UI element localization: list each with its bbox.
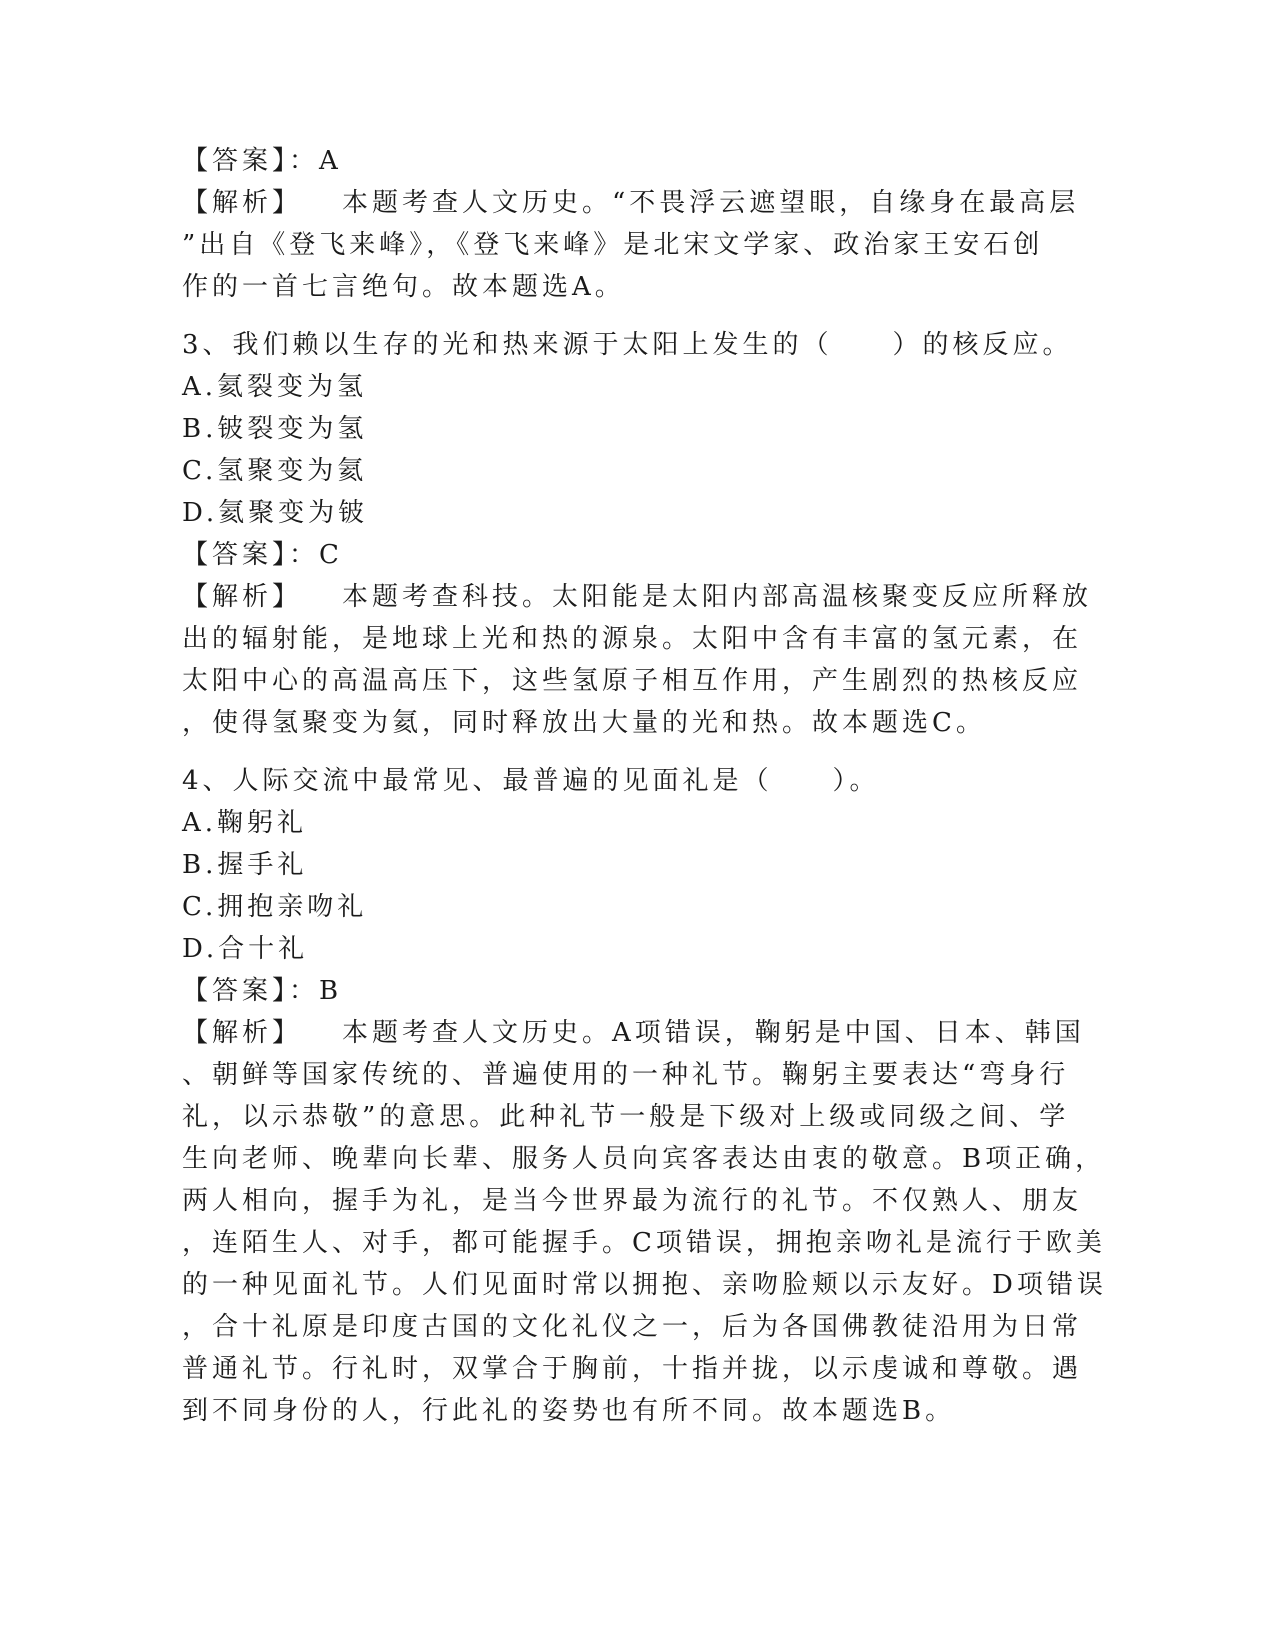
analysis-line (182, 182, 1082, 224)
option-b: B.铍裂变为氢 (182, 414, 368, 444)
analysis-line: 太阳中心的高温高压下，这些氢原子相互作用，产生剧烈的热核反应 (182, 666, 1083, 696)
analysis-text: 本题考查科技。太阳能是太阳内部高温核聚变反应所释放 (342, 582, 1093, 612)
analysis-line (182, 1012, 1085, 1054)
analysis-line: 出的辐射能，是地球上光和热的源泉。太阳中含有丰富的氢元素，在 (182, 624, 1083, 654)
option-a: A.氦裂变为氢 (182, 372, 368, 402)
analysis-line: 两人相向，握手为礼，是当今世界最为流行的礼节。不仅熟人、朋友 (182, 1186, 1083, 1216)
question-3: 3、我们赖以生存的光和热来源于太阳上发生的（ ）的核反应。 (182, 330, 1073, 360)
analysis-tag: 【解析】 (182, 188, 303, 218)
answer-separator: ： (289, 976, 320, 1006)
analysis-line: 礼，以示恭敬”的意思。此种礼节一般是下级对上级或同级之间、学 (182, 1102, 1070, 1132)
option-d: D.氦聚变为铍 (182, 498, 369, 528)
document-content (182, 140, 1107, 1432)
answer-tag: 【答案】 (182, 976, 290, 1006)
option-c: C.氢聚变为氦 (182, 456, 368, 486)
answer-line (182, 534, 1082, 576)
analysis-text: 本题考查人文历史。“不畏浮云遮望眼，自缘身在最高层 (342, 188, 1080, 218)
analysis-line (182, 576, 1093, 618)
option-c: C.拥抱亲吻礼 (182, 892, 368, 922)
option-b: B.握手礼 (182, 850, 308, 880)
answer-tag: 【答案】 (182, 540, 290, 570)
analysis-text: 本题考查人文历史。A项错误，鞠躬是中国、日本、韩国 (342, 1018, 1085, 1048)
analysis-line: ，使得氢聚变为氦，同时释放出大量的光和热。故本题选C。 (182, 708, 986, 738)
option-a: A.鞠躬礼 (182, 808, 308, 838)
option-d: D.合十礼 (182, 934, 309, 964)
analysis-line: 的一种见面礼节。人们见面时常以拥抱、亲吻脸颊以示友好。D项错误 (182, 1270, 1107, 1300)
answer-tag: 【答案】 (182, 146, 290, 176)
answer-value: B (319, 976, 343, 1006)
analysis-line: ”出自《登飞来峰》，《登飞来峰》是北宋文学家、政治家王安石创 (182, 230, 1044, 260)
analysis-line: 生向老师、晚辈向长辈、服务人员向宾客表达由衷的敬意。B项正确， (182, 1144, 1106, 1174)
answer-line (182, 140, 1082, 182)
analysis-tag: 【解析】 (182, 1018, 303, 1048)
analysis-tag: 【解析】 (182, 582, 303, 612)
analysis-line: 作的一首七言绝句。故本题选A。 (182, 272, 625, 302)
analysis-line: ，连陌生人、对手，都可能握手。C项错误，拥抱亲吻礼是流行于欧美 (182, 1228, 1106, 1258)
answer-separator: ： (289, 540, 320, 570)
answer-separator: ： (289, 146, 320, 176)
analysis-line: ，合十礼原是印度古国的文化礼仪之一，后为各国佛教徒沿用为日常 (182, 1312, 1083, 1342)
question-4: 4、人际交流中最常见、最普遍的见面礼是（ ）。 (182, 766, 880, 796)
answer-value: C (319, 540, 343, 570)
analysis-line: 普通礼节。行礼时，双掌合于胸前，十指并拢，以示虔诚和尊敬。遇 (182, 1354, 1083, 1384)
answer-line (182, 970, 1082, 1012)
analysis-line: 到不同身份的人，行此礼的姿势也有所不同。故本题选B。 (182, 1396, 956, 1426)
answer-value: A (319, 146, 342, 176)
analysis-line: 、朝鲜等国家传统的、普遍使用的一种礼节。鞠躬主要表达“弯身行 (182, 1060, 1070, 1090)
